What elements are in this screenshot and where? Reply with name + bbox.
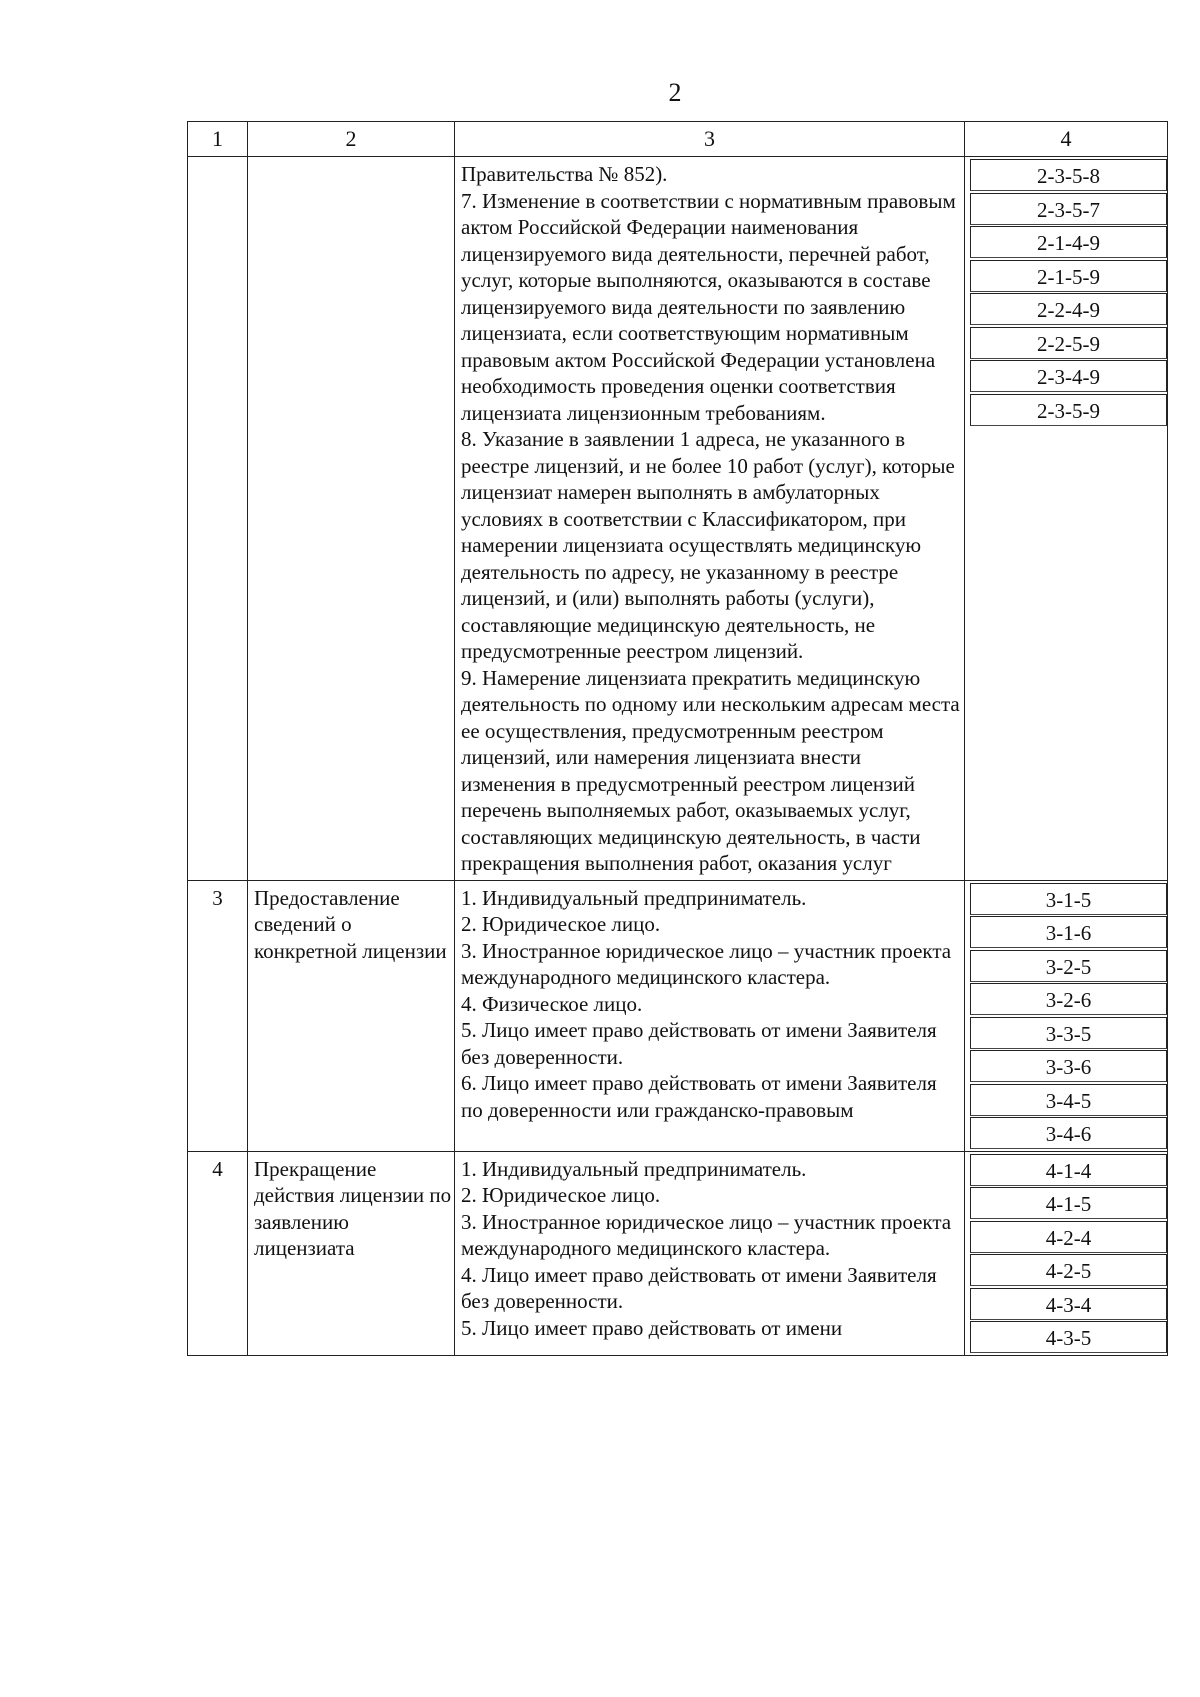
- table-row: [188, 880, 1168, 1151]
- variant-paragraph: 3. Иностранное юридическое лицо – участник проекта международного медицинского кластера.: [461, 938, 952, 989]
- variant-paragraph: 7. Изменение в соответствии с нормативным правовым актом Российской Федерации наименования лицензируемого вида деятельности, перечней работ, услуг, которые выполняются, оказываются в составе лицензируемого вида деятельности по заявлению лицензиата, если соответствующим нормативным правовым актом Российской Федерации установлена необходимость проведения оценки соответствия лицензиата лицензионным требованиям.: [461, 188, 956, 425]
- variant-paragraph: 4. Лицо имеет право действовать от имени Заявителя без доверенности.: [461, 1262, 937, 1313]
- variant-code: 4-1-4: [970, 1154, 1167, 1186]
- variant-paragraph: 5. Лицо имеет право действовать от имени: [461, 1315, 843, 1340]
- variant-description: [455, 157, 965, 881]
- row-number: 4: [188, 1151, 248, 1355]
- header-cell: 4: [965, 122, 1168, 157]
- table-header-row: [188, 122, 1168, 157]
- variant-description: [455, 880, 965, 1151]
- variant-code: 3-1-5: [970, 883, 1167, 915]
- variant-codes: [965, 1151, 1168, 1355]
- variant-code: 4-3-4: [970, 1288, 1167, 1320]
- variant-code: 2-1-5-9: [970, 260, 1167, 292]
- service-name: Прекращение действия лицензии по заявлению лицензиата: [248, 1151, 455, 1355]
- variant-code: 4-2-5: [970, 1254, 1167, 1286]
- variant-code: 3-2-5: [970, 950, 1167, 982]
- service-name: Предоставление сведений о конкретной лицензии: [248, 880, 455, 1151]
- variant-code: 3-2-6: [970, 983, 1167, 1015]
- header-cell: 2: [248, 122, 455, 157]
- variant-paragraph: 9. Намерение лицензиата прекратить медицинскую деятельность по одному или нескольким адресам места ее осуществления, предусмотренным реестром лицензий, или намерения лицензиата внести изменения в предусмотренный реестром лицензий перечень выполняемых работ, оказываемых услуг, составляющих медицинскую деятельность, в части прекращения выполнения работ, оказания услуг: [461, 665, 960, 875]
- variant-code: 3-3-6: [970, 1050, 1167, 1082]
- variant-paragraph: 2. Юридическое лицо.: [461, 1183, 661, 1207]
- table-row: [188, 1151, 1168, 1355]
- header-cell: 3: [455, 122, 965, 157]
- variant-codes: [965, 880, 1168, 1151]
- row-number: [188, 157, 248, 881]
- variant-code: 4-1-5: [970, 1187, 1167, 1219]
- variant-description: [455, 1151, 965, 1355]
- variant-code: 2-2-4-9: [970, 293, 1167, 325]
- variant-paragraph: 4. Физическое лицо.: [461, 991, 643, 1016]
- variant-paragraph: 2. Юридическое лицо.: [461, 912, 661, 936]
- row-number: 3: [188, 880, 248, 1151]
- variant-code: 4-3-5: [970, 1321, 1167, 1353]
- variant-code: 3-4-5: [970, 1084, 1167, 1116]
- variant-code: 2-3-5-8: [970, 159, 1167, 191]
- variant-paragraph: 8. Указание в заявлении 1 адреса, не указанного в реестре лицензий, и не более 10 работ (услуг), которые лицензиат намерен выполнять в амбулаторных условиях в соответствии с Классификатором, при намерении лицензиата осуществлять медицинскую деятельность по адресу, не указанному в реестре лицензий, и (или) выполнять работы (услуги), составляющие медицинскую деятельность, не предусмотренные реестром лицензий.: [461, 427, 955, 663]
- variant-code: 3-4-6: [970, 1117, 1167, 1149]
- variant-code: 3-3-5: [970, 1017, 1167, 1049]
- variant-code: 2-3-5-7: [970, 193, 1167, 225]
- variant-paragraph: 5. Лицо имеет право действовать от имени Заявителя без доверенности.: [461, 1018, 937, 1069]
- service-name: [248, 157, 455, 881]
- table-row: [188, 157, 1168, 881]
- variant-code: 2-3-5-9: [970, 394, 1167, 426]
- page-number: 2: [668, 78, 682, 107]
- variant-code: 2-2-5-9: [970, 327, 1167, 359]
- variant-codes: [965, 157, 1168, 881]
- variant-paragraph: 3. Иностранное юридическое лицо – участник проекта международного медицинского кластера.: [461, 1209, 952, 1260]
- variant-code: 2-1-4-9: [970, 226, 1167, 258]
- variant-code: 4-2-4: [970, 1221, 1167, 1253]
- header-cell: 1: [188, 122, 248, 157]
- variant-paragraph: 1. Индивидуальный предприниматель.: [461, 1156, 807, 1181]
- services-table: [187, 121, 1168, 1356]
- variant-paragraph: 6. Лицо имеет право действовать от имени Заявителя по доверенности или гражданско-правовым: [461, 1071, 937, 1122]
- variant-paragraph: Правительства № 852).: [461, 162, 668, 186]
- variant-code: 3-1-6: [970, 916, 1167, 948]
- variant-code: 2-3-4-9: [970, 360, 1167, 392]
- variant-paragraph: 1. Индивидуальный предприниматель.: [461, 885, 807, 910]
